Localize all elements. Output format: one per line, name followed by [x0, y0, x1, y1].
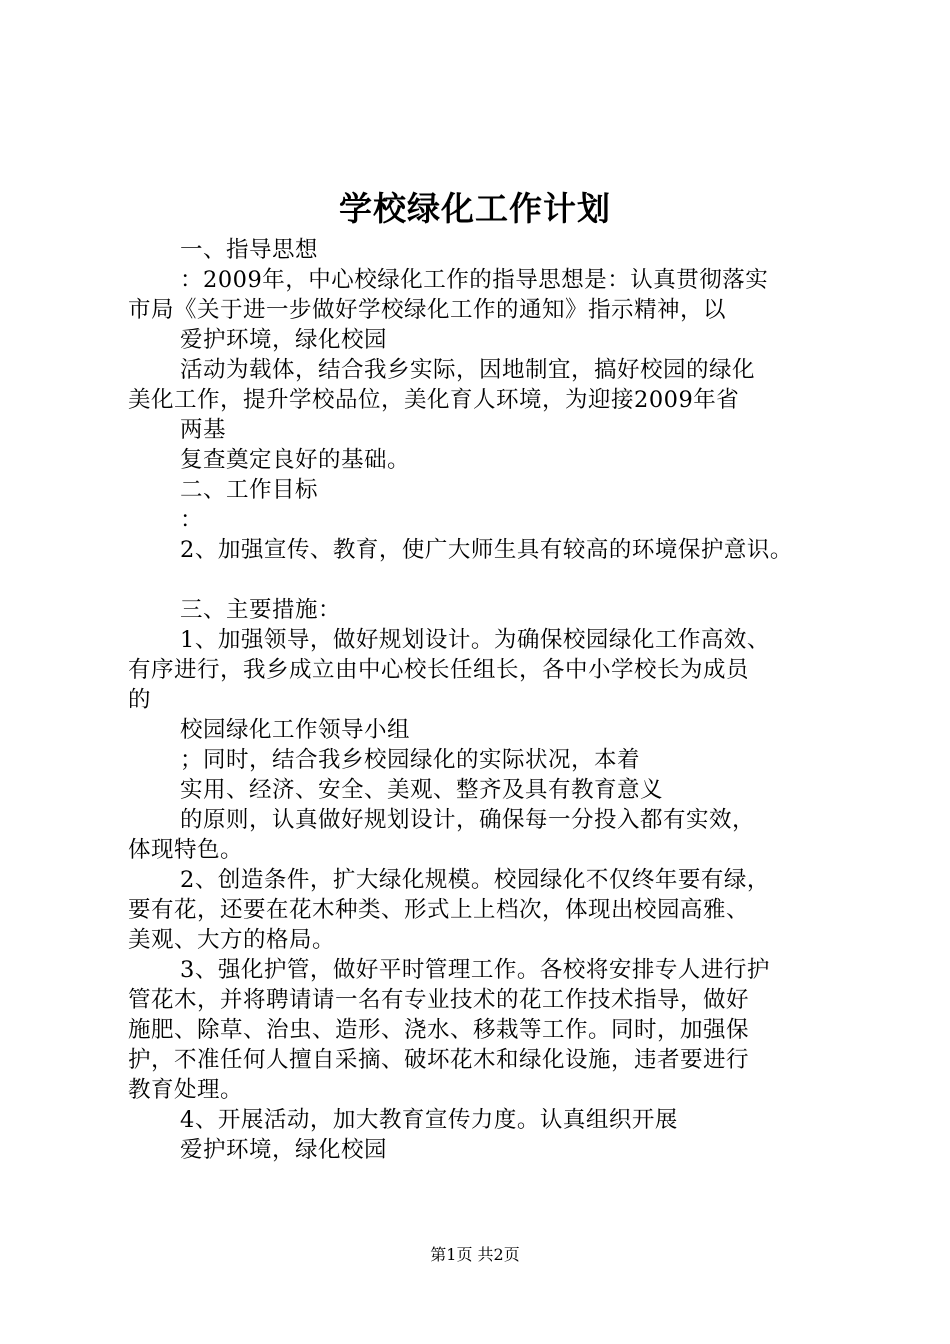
paragraph-line: 教育处理。	[128, 1077, 244, 1103]
paragraph-line: 3、强化护管，做好平时管理工作。各校将安排专人进行护	[180, 957, 770, 983]
section-heading-work-goals: 二、工作目标	[180, 477, 319, 503]
paragraph-line: 美化工作，提升学校品位，美化育人环境，为迎接2009年省	[128, 387, 740, 413]
paragraph-line: 护，不准任何人擅自采摘、破坏花木和绿化设施，违者要进行	[128, 1047, 750, 1073]
paragraph-line: 市局《关于进一步做好学校绿化工作的通知》指示精神，以	[128, 297, 727, 323]
paragraph-line: 体现特色。	[128, 837, 244, 863]
paragraph-line: 实用、经济、安全、美观、整齐及具有教育意义	[180, 777, 664, 803]
paragraph-line: 1、加强领导，做好规划设计。为确保校园绿化工作高效、	[180, 627, 770, 653]
paragraph-line: 施肥、除草、治虫、造形、浇水、移栽等工作。同时，加强保	[128, 1017, 750, 1043]
paragraph-line: 要有花，还要在花木种类、形式上上档次，体现出校园高雅、	[128, 897, 750, 923]
paragraph-line: ：	[180, 507, 204, 533]
paragraph-line: 爱护环境，绿化校园	[180, 327, 388, 353]
document-body	[128, 235, 850, 1165]
paragraph-line: 校园绿化工作领导小组	[180, 717, 411, 743]
paragraph-line: 4、开展活动，加大教育宣传力度。认真组织开展	[180, 1107, 678, 1133]
paragraph-line: 管花木，并将聘请请一名有专业技术的花工作技术指导，做好	[128, 987, 750, 1013]
paragraph-line: 爱护环境，绿化校园	[180, 1137, 388, 1163]
paragraph-line: 的	[128, 687, 152, 713]
paragraph-line: 复查奠定良好的基础。	[180, 447, 411, 473]
blank-line	[128, 565, 850, 595]
paragraph-line: 美观、大方的格局。	[128, 927, 336, 953]
paragraph-line: 活动为载体，结合我乡实际，因地制宜，搞好校园的绿化	[180, 357, 756, 383]
paragraph-line: 有序进行，我乡成立由中心校长任组长，各中小学校长为成员	[128, 657, 750, 683]
paragraph-line: ：2009年，中心校绿化工作的指导思想是：认真贯彻落实	[180, 267, 769, 293]
page-footer: 第1页 共2页	[430, 1245, 520, 1264]
paragraph-line: 2、加强宣传、教育，使广大师生具有较高的环境保护意识。	[180, 537, 793, 563]
paragraph-line: 2、创造条件，扩大绿化规模。校园绿化不仅终年要有绿，	[180, 867, 770, 893]
paragraph-line: ；同时，结合我乡校园绿化的实际状况，本着	[180, 747, 641, 773]
paragraph-line: 的原则，认真做好规划设计，确保每一分投入都有实效，	[180, 807, 756, 833]
paragraph-line: 两基	[180, 417, 227, 443]
section-heading-guiding-ideology: 一、指导思想	[180, 237, 319, 263]
section-heading-main-measures: 三、主要措施：	[180, 597, 342, 623]
document-title: 学校绿化工作计划	[339, 189, 611, 228]
